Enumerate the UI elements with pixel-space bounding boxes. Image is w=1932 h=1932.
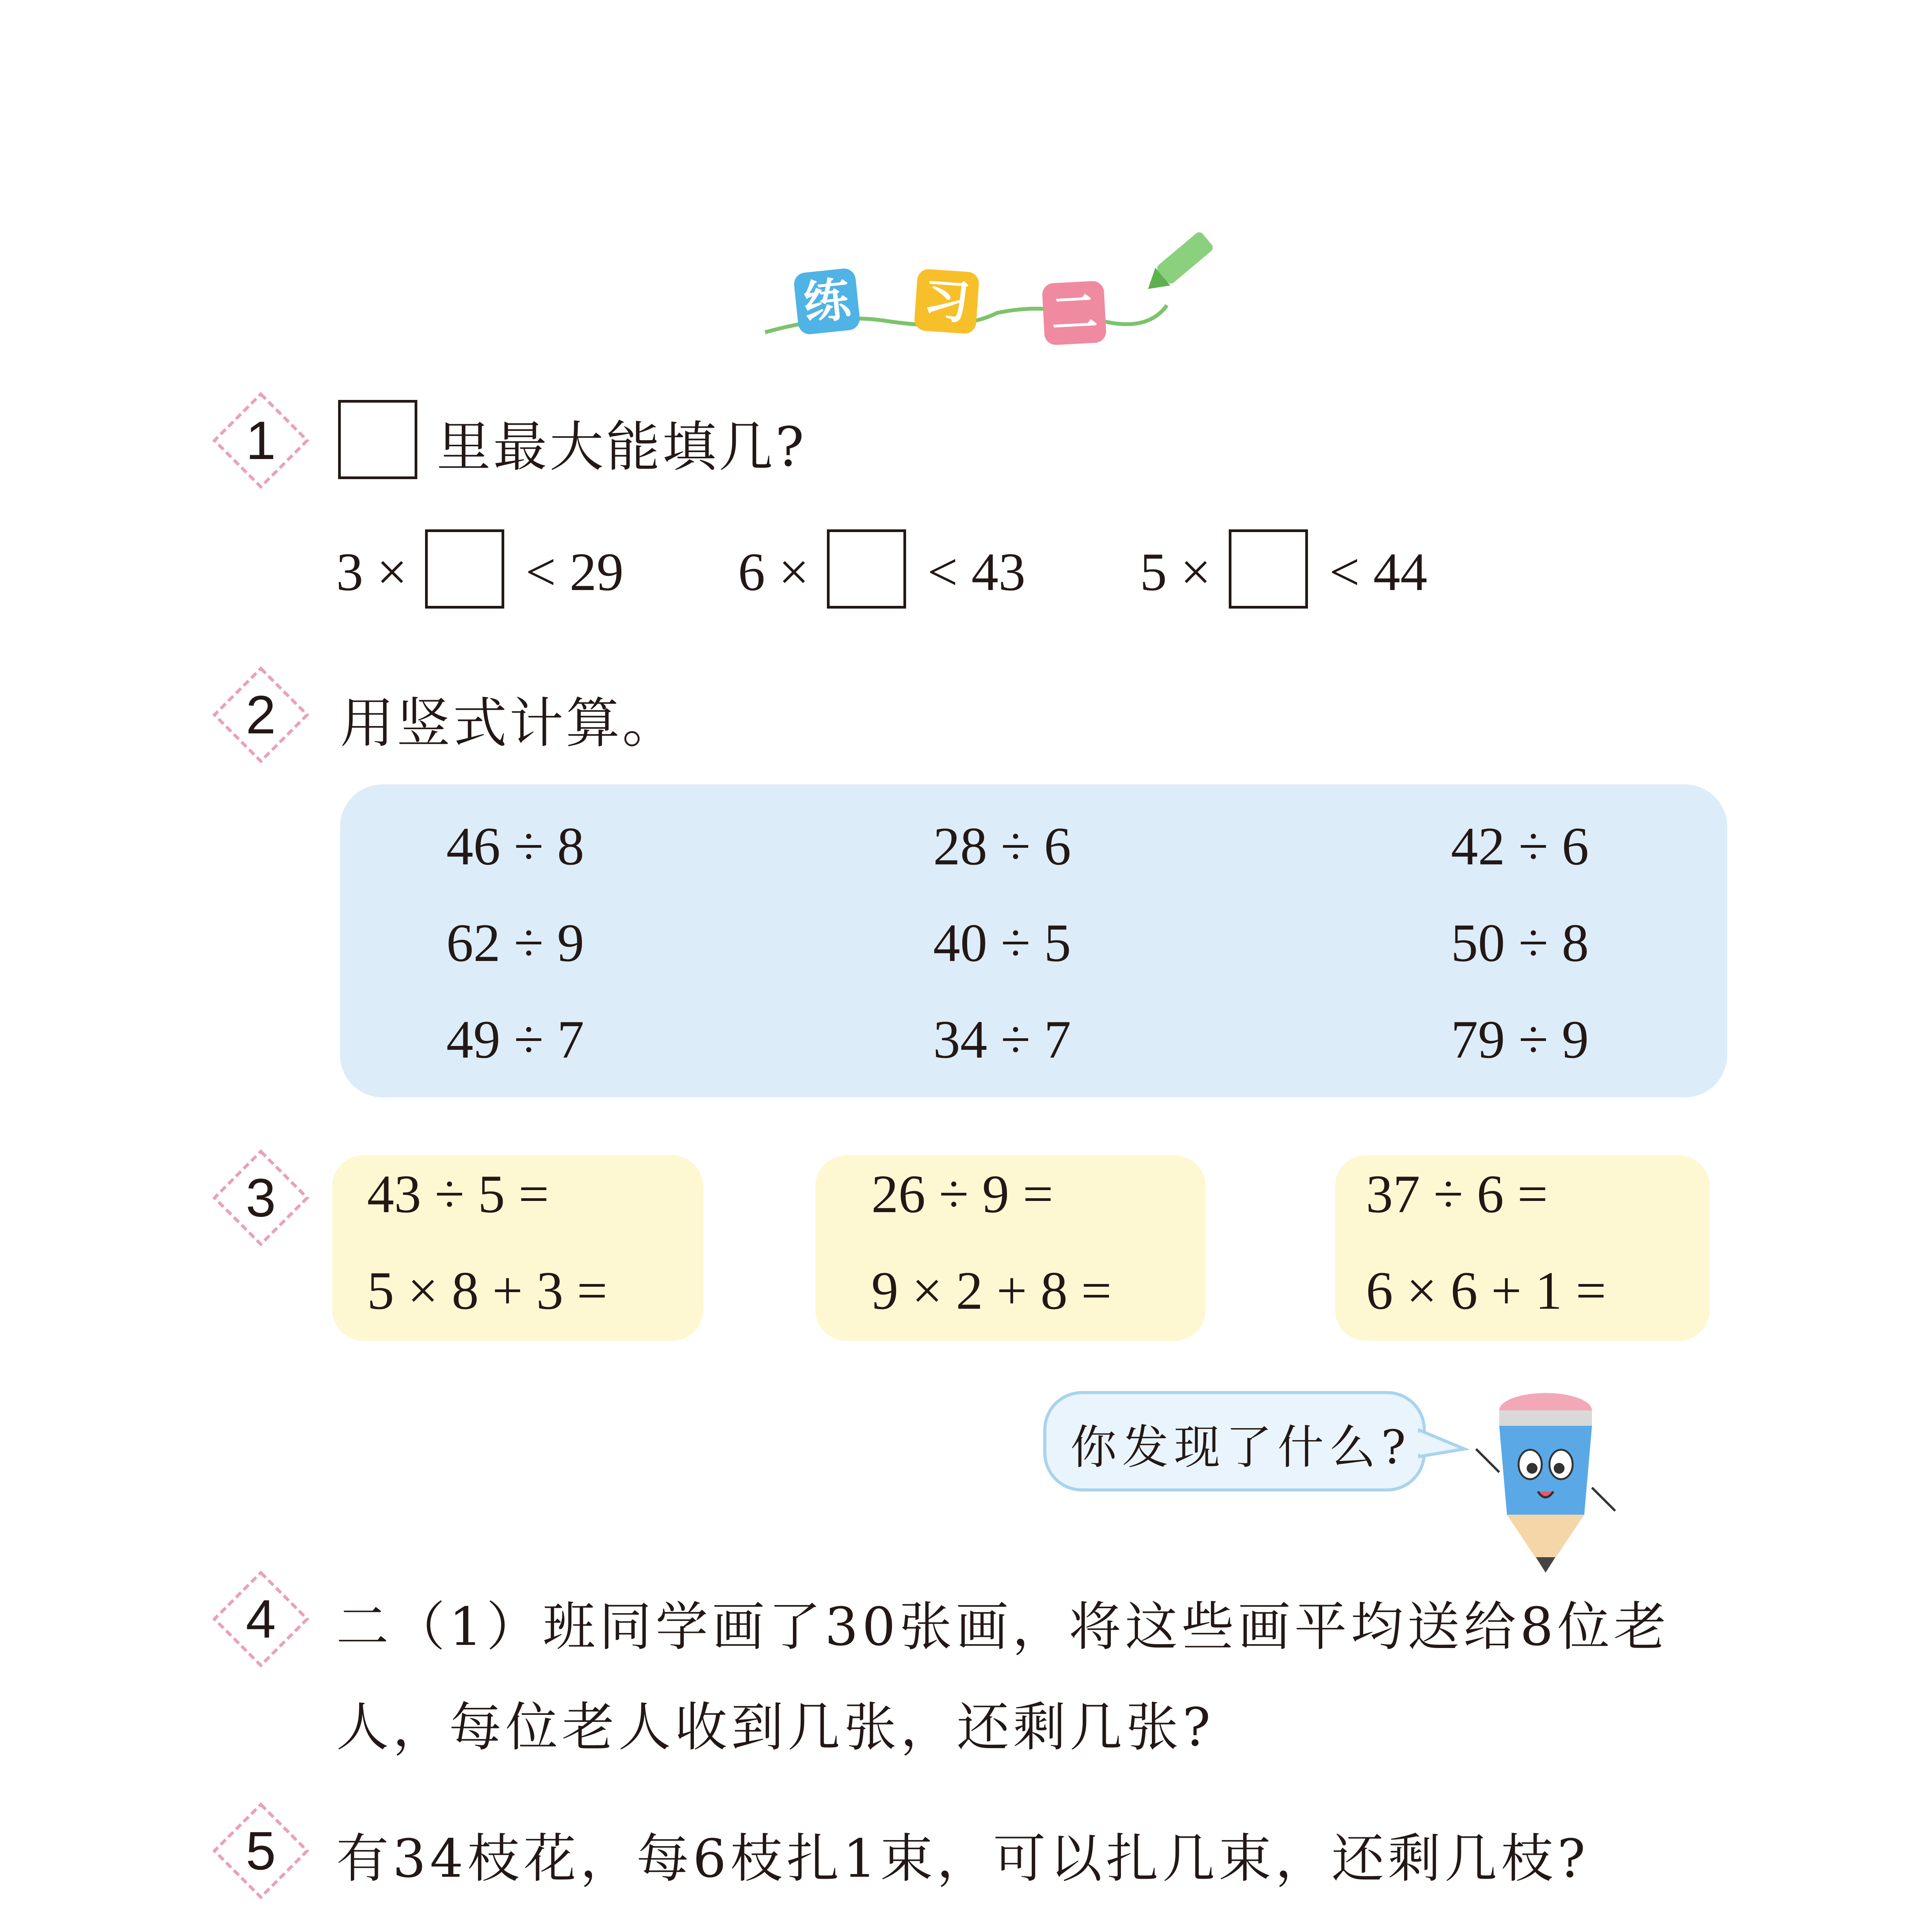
q3-expr: 9 × 2 + 8 = — [871, 1261, 1112, 1321]
title-char-3: 二 — [1042, 281, 1107, 345]
question-5-marker — [211, 1801, 311, 1901]
q1-expr-2-left: 6 × — [738, 542, 809, 602]
division-item: 34 ÷ 7 — [933, 1010, 1071, 1070]
division-item: 79 ÷ 9 — [1451, 1010, 1589, 1070]
q3-expr: 26 ÷ 9 = — [871, 1164, 1053, 1224]
q1-answer-box-3[interactable] — [1229, 529, 1308, 609]
q3-expr: 5 × 8 + 3 = — [367, 1261, 607, 1321]
question-5-number: 5 — [246, 1820, 276, 1881]
question-3-number: 3 — [246, 1167, 276, 1228]
q3-expr: 43 ÷ 5 = — [367, 1164, 549, 1224]
q1-expr-1-right: < 29 — [526, 542, 624, 602]
question-1-number: 1 — [246, 410, 276, 471]
division-item: 28 ÷ 6 — [933, 816, 1071, 876]
q1-expr-3-right: < 44 — [1329, 542, 1427, 602]
answer-box-legend — [338, 400, 417, 479]
division-item: 62 ÷ 9 — [446, 913, 584, 973]
division-item: 49 ÷ 7 — [446, 1010, 584, 1070]
question-4-number: 4 — [246, 1588, 276, 1649]
question-2-number: 2 — [246, 684, 276, 745]
question-2-text: 用竖式计算。 — [340, 692, 679, 755]
question-3-marker — [211, 1148, 311, 1248]
division-item: 42 ÷ 6 — [1451, 816, 1589, 876]
title-char-2: 习 — [914, 269, 980, 335]
speech-bubble-tail — [1418, 1426, 1472, 1464]
q1-expr-3-left: 5 × — [1140, 542, 1211, 602]
division-item: 40 ÷ 5 — [933, 913, 1071, 973]
question-2-marker — [211, 665, 311, 765]
question-4-text-line-1: 二（1）班同学画了30张画，将这些画平均送给8位老 — [336, 1597, 1670, 1658]
q1-answer-box-2[interactable] — [827, 529, 906, 609]
q3-expr: 6 × 6 + 1 = — [1366, 1261, 1606, 1321]
question-1-text: 里最大能填几? — [437, 416, 807, 479]
q1-expr-1-left: 3 × — [336, 542, 407, 602]
q1-expr-2-right: < 43 — [927, 542, 1026, 602]
question-4-text-line-2: 人，每位老人收到几张，还剩几张? — [336, 1697, 1214, 1758]
q1-answer-box-1[interactable] — [425, 529, 504, 609]
division-item: 46 ÷ 8 — [446, 816, 584, 876]
question-4-marker — [211, 1569, 311, 1669]
division-item: 50 ÷ 8 — [1451, 913, 1589, 973]
question-5-text: 有34枝花，每6枝扎1束，可以扎几束，还剩几枝? — [336, 1828, 1590, 1889]
q3-expr: 37 ÷ 6 = — [1366, 1164, 1548, 1224]
q3-bubble-text: 你发现了什么? — [1070, 1421, 1412, 1475]
title-char-1: 练 — [793, 267, 861, 335]
pencil-mascot-icon — [1468, 1387, 1631, 1604]
question-1-marker — [211, 390, 311, 491]
